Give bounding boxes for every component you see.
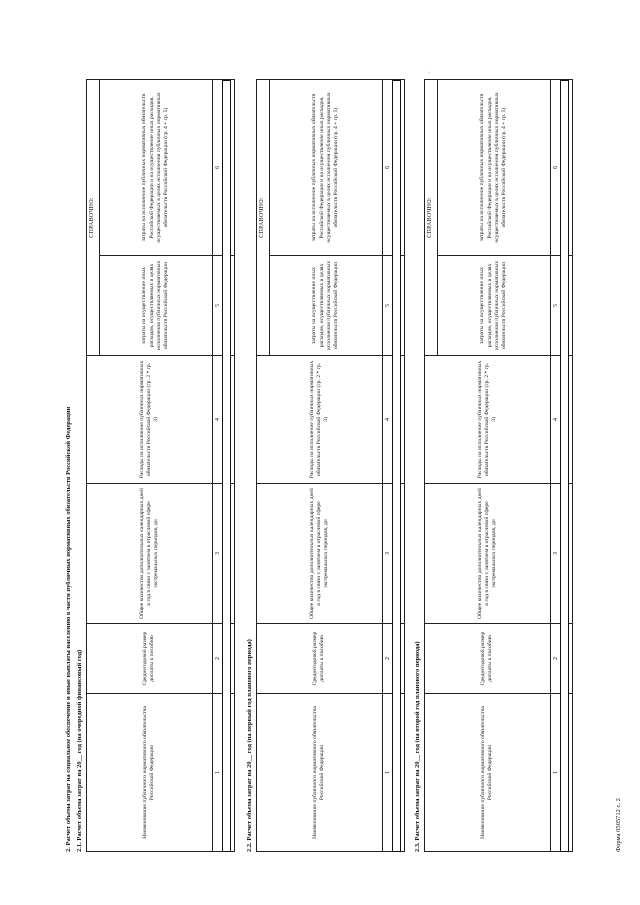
header-col-4: Расходы на исполнение публичных нормативных обязательств Российской Федерации (гр. 2 * гр. 3): [425, 356, 551, 484]
col-number-3: 3: [382, 484, 395, 624]
scan-speck: ·: [428, 70, 430, 76]
total-row-box: [222, 80, 231, 852]
col-number-6: 6: [382, 80, 395, 256]
header-col-3: Общее количество дополнительных календарных дней в год в связи с занятием в отраслевой сфере экстремальных периодов, дн: [87, 484, 213, 624]
calc-table: [256, 79, 405, 852]
col-number-5: 5: [382, 256, 395, 356]
col-number-4: 4: [212, 356, 225, 484]
total-row-box: [560, 80, 569, 852]
col-number-2: 2: [550, 624, 563, 694]
col-number-4: 4: [550, 356, 563, 484]
section-heading: 2.1. Расчет объема затрат на 20__ год (на очередной финансовый год): [76, 649, 83, 852]
header-col-6: затраты на исполнение публичных нормативных обязательств Российской Федерации и на осуществление иных расходов, осуществляемых в целях исполнения публичных нормативных обязательств Российской Федерации (гр. 4 + гр. 5): [269, 80, 382, 256]
col-number-3: 3: [212, 484, 225, 624]
col-number-5: 5: [212, 256, 225, 356]
col-number-3: 3: [550, 484, 563, 624]
calc-table: [424, 79, 573, 852]
header-col-3: Общее количество дополнительных календарных дней в год в связи с занятием в отраслевой сфере экстремальных периодов, дн: [425, 484, 551, 624]
header-col-2: Среднегодовой размер доплаты к пособию: [257, 624, 383, 694]
header-col-6: затраты на исполнение публичных нормативных обязательств Российской Федерации и на осуществление иных расходов, осуществляемых в целях исполнения публичных нормативных обязательств Российской Федерации (гр. 4 + гр. 5): [437, 80, 550, 256]
reference-label: СПРАВОЧНО:: [257, 80, 270, 356]
col-number-2: 2: [382, 624, 395, 694]
header-col-3: Общее количество дополнительных календарных дней в год в связи с занятием в отраслевой сфере экстремальных периодов, дн: [257, 484, 383, 624]
col-number-2: 2: [212, 624, 225, 694]
col-number-1: 1: [212, 694, 225, 852]
header-col-4: Расходы на исполнение публичных нормативных обязательств Российской Федерации (гр. 2 * гр. 3): [87, 356, 213, 484]
form-code: Форма 0505712 с. 2: [615, 798, 622, 852]
header-col-1: Наименование публичного нормативного обязательства Российской Федерации: [87, 694, 213, 852]
section-heading: 2.2. Расчет объема затрат на 20__ год (на первый год планового периода): [246, 639, 253, 852]
header-col-5: затраты на осуществление иных расходов, осуществляемых в целях исполнения публичных нормативных обязательств Российской Федерации: [99, 256, 212, 356]
header-col-1: Наименование публичного нормативного обязательства Российской Федерации: [425, 694, 551, 852]
header-col-5: затраты на осуществление иных расходов, осуществляемых в целях исполнения публичных нормативных обязательств Российской Федерации: [437, 256, 550, 356]
section-heading: 2.3. Расчет объема затрат на 20__ год (на второй год планового периода): [414, 641, 421, 852]
form-title: 2. Расчет объема затрат на социальное обеспечение и иные выплаты населению в части публичных нормативных обязательств Российской Федерации: [65, 406, 72, 852]
col-number-5: 5: [550, 256, 563, 356]
header-col-5: затраты на осуществление иных расходов, осуществляемых в целях исполнения публичных нормативных обязательств Российской Федерации: [269, 256, 382, 356]
col-number-4: 4: [382, 356, 395, 484]
reference-label: СПРАВОЧНО:: [425, 80, 438, 356]
col-number-6: 6: [212, 80, 225, 256]
header-col-2: Среднегодовой размер доплаты к пособию: [87, 624, 213, 694]
rotated-form: [56, 62, 636, 852]
header-col-2: Среднегодовой размер доплаты к пособию: [425, 624, 551, 694]
total-row-box: [392, 80, 401, 852]
col-number-6: 6: [550, 80, 563, 256]
header-col-1: Наименование публичного нормативного обязательства Российской Федерации: [257, 694, 383, 852]
reference-label: СПРАВОЧНО:: [87, 80, 100, 356]
calc-table: [86, 79, 235, 852]
col-number-1: 1: [382, 694, 395, 852]
col-number-1: 1: [550, 694, 563, 852]
header-col-4: Расходы на исполнение публичных нормативных обязательств Российской Федерации (гр. 2 * гр. 3): [257, 356, 383, 484]
header-col-6: затраты на исполнение публичных нормативных обязательств Российской Федерации и на осуществление иных расходов, осуществляемых в целях исполнения публичных нормативных обязательств Российской Федерации (гр. 4 + гр. 5): [99, 80, 212, 256]
